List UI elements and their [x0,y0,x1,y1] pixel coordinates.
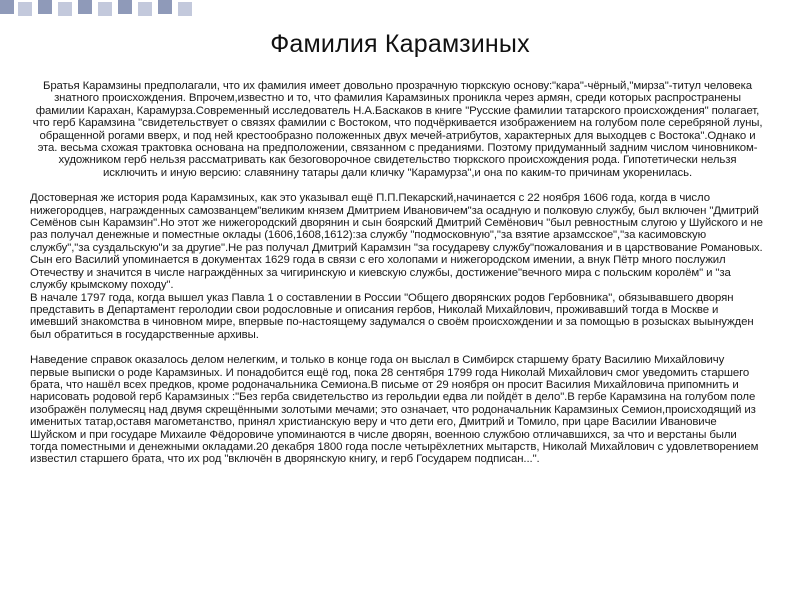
decorative-square [38,0,52,14]
decorative-square [158,0,172,14]
paragraph-documented-history: Достоверная же история рода Карамзиных, как это указывал ещё П.П.Пекарский,начинается с 22 ноября 1606 года, когда в число нижегородцев, награжденных самозванцем"великим князем Дмитрием Ивановичем"за осадную и полковую службу, был включен "Дмитрий Семёнов сын Карамзин".Но этот же нижегородский дворянин и сын боярский Дмитрий Семёнович "был ревностным слугою у Шуйского и не раз получал денежные и поместные оклады (1606,1608,1612):за службу "подмосковную","за взятие арзамсское","за касимовскую службу","за суздальскую"и за другие".Не раз получал Дмитрий Карамзин "за государеву службу"пожалования и в царствование Романовых. Сын его Василий упоминается в документах 1629 года в связи с его холопами и нижегородском имении, а внук Пётр много послужил Отечеству и значится в числе награждённых за чигиринскую и киевскую службы, достижение"вечного мира с польским королём" и "за службу крымскому походу". [30,192,763,292]
decorative-square [18,2,32,16]
decorative-square [118,0,132,14]
page-title: Фамилия Карамзиных [270,30,530,58]
slide-body [30,80,765,478]
decorative-checker-pattern [0,0,240,30]
decorative-square [178,2,192,16]
paragraph-1797-decree: В начале 1797 года, когда вышел указ Павла 1 о составлении в России "Общего дворянских родов Гербовника", обязывавшего дворян представить в Департамент геролодии свои родословные и описания гербов, Николай Михайлович, проживавший тогда в Москве и имевший знакомства в чиновном мире, впервые по-настоящему задумался о своём происхождении и за помощью в розысках выынужден был обратиться в государственные архивы. [30,291,754,341]
decorative-square [98,2,112,16]
decorative-square [0,0,14,14]
decorative-square [58,2,72,16]
decorative-square [138,2,152,16]
paragraph-origin-hypothesis: Братья Карамзины предполагали, что их фамилия имеет довольно прозрачную тюркскую основу:"кара"-чёрный,"мирза"-титул человека знатного происхождения. Впрочем,известно и то, что фамилия Карамзиных проникла через армян, среди которых распространены фамилии Карахан, Карамурза.Современный исследователь Н.А.Баскаков в книге "Русские фамилии татарского происхождения" полагает, что герб Карамзина "свидетельствует о связях фамилии с Востоком, что подчёркивается изображением на голубом поле серебряной луны, обращенной рогами вверх, и под ней крестообразно положенных двух мечей-атрибутов, характерных для выходцев с Востока".Однако и эта. весьма схожая трактовка основана на предположении, связанном с преданиями. Поэтому придуманный задним числом чиновником-художником герб нельзя рассматривать как безоговорочное свидетельство тюркского происхождения рода. Гипотетически нельзя исключить и иную версию: славянину татары дали кличку "Карамурза",и она по каким-то причинам укоренилась. [32,80,763,179]
decorative-square [78,0,92,14]
paragraph-archive-research: Наведение справок оказалось делом нелегким, и только в конце года он выслал в Симбирск старшему брату Василию Михайловичу первые выписки о роде Карамзиных. И понадобится ещё год, пока 28 сентября 1799 года Николай Михайлович смог уведомить старшего брата, что нашёл всех предков, кроме родоначальника Семиона.В письме от 29 ноября он просит Василия Михайловича припомнить и нарисовать родовой герб Карамзиных :"Без герба свидетельство из герольдии едва ли пойдёт в дело".В гербе Карамзина на голубом поле изображён полумесяц над двумя скрещёнными золотыми мечами; это означает, что родоначальник Карамзиных Семион,происходящий из именитых татар,оставя магометанство, принял христианскую веру и что дети его, Дмитрий и Томило, при царе Василии Ивановиче Шуйском и при государе Михаиле Фёдоровиче упоминаются в числе дворян, военною службою отличавшихся, за что и верстаны были тогда поместными и денежными окладами.20 декабря 1800 года после четырёхлетних мытарств, Николай Михайлович с удовлетворением известил старшего брата, что их род "включён в дворянскую книгу, и герб Государем подписан...". [30,354,759,466]
